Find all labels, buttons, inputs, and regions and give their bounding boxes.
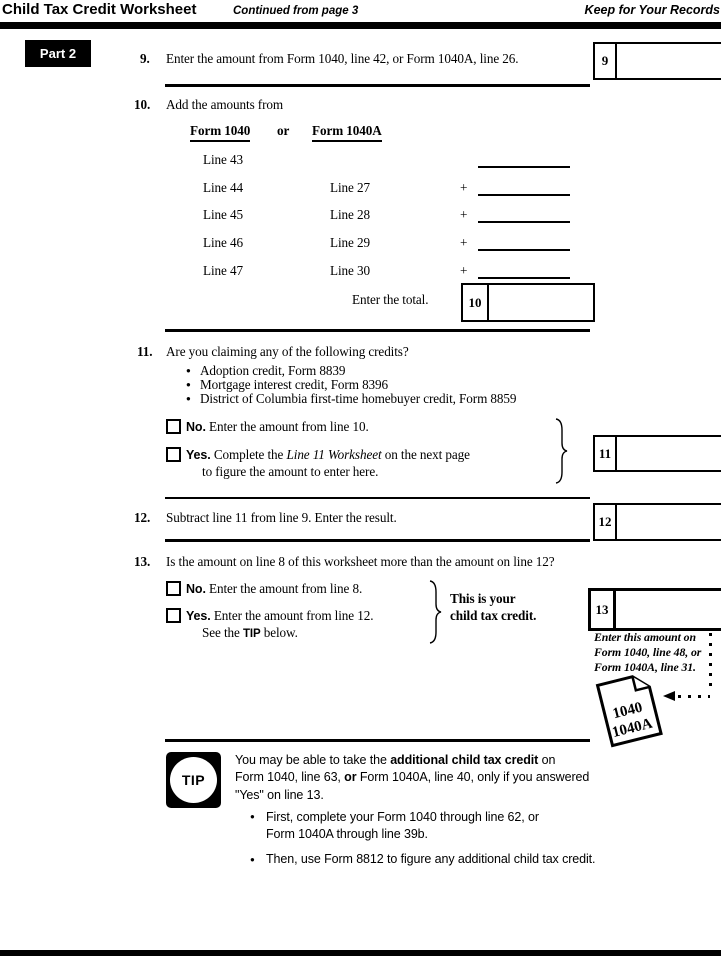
line10-amount-box — [461, 283, 595, 322]
part-2-badge: Part 2 — [25, 40, 91, 67]
line9-box-label: 9 — [595, 44, 617, 78]
line13-rule — [165, 739, 590, 742]
line10-total-label: Enter the total. — [352, 292, 429, 307]
line11-no-option: No. Enter the amount from line 10. — [186, 419, 369, 434]
keep-for-records-note: Keep for Your Records — [584, 3, 720, 17]
tip-icon — [166, 752, 221, 808]
line11-amount-entry[interactable] — [617, 437, 721, 470]
tip-paragraph — [235, 752, 675, 804]
line10-row-entry-line[interactable] — [478, 249, 570, 251]
yes-label: Yes. — [186, 448, 211, 462]
line11-no-checkbox[interactable] — [166, 419, 181, 434]
line11-box-label: 11 — [595, 437, 617, 470]
line12-text: Subtract line 11 from line 9. Enter the result. — [166, 510, 397, 525]
line10-row-c1: Line 46 — [203, 235, 243, 250]
line13-amount-entry[interactable] — [616, 591, 721, 628]
line13-yes-checkbox[interactable] — [166, 608, 181, 623]
right-brace-icon — [427, 579, 443, 645]
footer-divider — [0, 950, 721, 956]
no-label: No. — [186, 420, 206, 434]
bullet-icon: ● — [250, 855, 255, 864]
line9-amount-box — [593, 42, 721, 80]
line11-yes-checkbox[interactable] — [166, 447, 181, 462]
bullet-icon: ● — [186, 366, 191, 375]
tip-line2: Form 1040, line 63, or Form 1040A, line 40, only if you answered — [235, 770, 590, 785]
line10-row-c2: Line 30 — [330, 263, 370, 278]
line9-number: 9. — [140, 51, 150, 66]
tip-line3: "Yes" on line 13. — [235, 787, 324, 802]
yes-label: Yes. — [186, 609, 211, 623]
line10-row-c1: Line 47 — [203, 263, 243, 278]
line9-text: Enter the amount from Form 1040, line 42, or Form 1040A, line 26. — [166, 51, 519, 66]
or-label: or — [277, 123, 290, 138]
page-title: Child Tax Credit Worksheet — [2, 1, 197, 18]
line10-row-c1: Line 44 — [203, 180, 243, 195]
form-1040a-column-header: Form 1040A — [312, 123, 382, 142]
plus-sign: + — [460, 180, 468, 195]
line13-question: Is the amount on line 8 of this worksheet more than the amount on line 12? — [166, 554, 555, 569]
line13-number: 13. — [134, 554, 151, 569]
line10-row-entry-line[interactable] — [478, 277, 570, 279]
form-1040-column-header: Form 1040 — [190, 123, 250, 142]
line12-rule — [165, 539, 590, 542]
line13-yes-option: Yes. Enter the amount from line 12. — [186, 608, 374, 623]
no-label: No. — [186, 582, 206, 596]
tip-icon-label: TIP — [170, 757, 217, 803]
line10-row-c2: Line 27 — [330, 180, 370, 195]
line10-amount-entry[interactable] — [489, 285, 593, 320]
line10-box-label: 10 — [463, 285, 489, 320]
line12-amount-box — [593, 503, 721, 541]
page-subtitle: Continued from page 3 — [233, 5, 359, 17]
line13-yes-option-line2: See the TIP below. — [202, 625, 298, 640]
line10-number: 10. — [134, 97, 151, 112]
line12-box-label: 12 — [595, 505, 617, 539]
line11-yes-option-line2: to figure the amount to enter here. — [202, 464, 379, 479]
line9-rule — [165, 84, 590, 87]
line13-no-checkbox[interactable] — [166, 581, 181, 596]
line10-row-c1: Line 43 — [203, 152, 243, 167]
right-brace-icon — [553, 417, 569, 485]
doc-icon-text-1040: 1040 — [611, 699, 645, 723]
line11-question: Are you claiming any of the following credits? — [166, 344, 409, 359]
bullet-icon: ● — [250, 812, 255, 821]
bullet-icon: ● — [186, 380, 191, 389]
line10-rule — [165, 329, 590, 332]
dotted-line-vertical — [709, 633, 712, 693]
line10-row-entry-line[interactable] — [478, 194, 570, 196]
line10-row-c1: Line 45 — [203, 207, 243, 222]
line11-worksheet-ref: Line 11 Worksheet — [286, 447, 382, 462]
line11-bullet-item: Adoption credit, Form 8839 — [200, 363, 346, 378]
tip-line1: You may be able to take the additional child tax credit on — [235, 753, 556, 767]
line10-row-c2: Line 28 — [330, 207, 370, 222]
tip-bullet2: Then, use Form 8812 to figure any additional child tax credit. — [266, 852, 596, 866]
plus-sign: + — [460, 263, 468, 278]
line10-row-entry-line[interactable] — [478, 166, 570, 168]
doc-icon-text-1040a: 1040A — [610, 715, 655, 741]
bullet-icon: ● — [186, 394, 191, 403]
form-1040-document-icon — [588, 664, 674, 752]
enter-amount-note: Enter this amount on Form 1040, line 48, or Form 1040A, line 31. — [594, 630, 702, 674]
tip-bullet1: First, complete your Form 1040 through line 62, or Form 1040A through line 39b. — [266, 810, 539, 842]
line10-row-c2: Line 29 — [330, 235, 370, 250]
line10-row-entry-line[interactable] — [478, 221, 570, 223]
line13-box-label: 13 — [591, 591, 616, 628]
line12-number: 12. — [134, 510, 151, 525]
header-divider — [0, 22, 721, 29]
line11-yes-option: Yes. Complete the Line 11 Worksheet on the next page — [186, 447, 470, 462]
dotted-line-horizontal — [678, 695, 710, 698]
line11-number: 11. — [137, 344, 153, 359]
line9-amount-entry[interactable] — [617, 44, 721, 78]
line11-rule — [165, 497, 590, 499]
line11-bullet-item: District of Columbia first-time homebuyer credit, Form 8859 — [200, 391, 517, 406]
line10-text: Add the amounts from — [166, 97, 284, 112]
line11-amount-box — [593, 435, 721, 472]
line12-amount-entry[interactable] — [617, 505, 721, 539]
plus-sign: + — [460, 207, 468, 222]
plus-sign: + — [460, 235, 468, 250]
child-tax-credit-note-line2: child tax credit. — [450, 608, 537, 623]
line13-no-option: No. Enter the amount from line 8. — [186, 581, 363, 596]
line13-amount-box — [588, 588, 721, 631]
line11-bullet-item: Mortgage interest credit, Form 8396 — [200, 377, 389, 392]
tip-word: TIP — [242, 628, 261, 640]
child-tax-credit-note-line1: This is your — [450, 591, 516, 606]
